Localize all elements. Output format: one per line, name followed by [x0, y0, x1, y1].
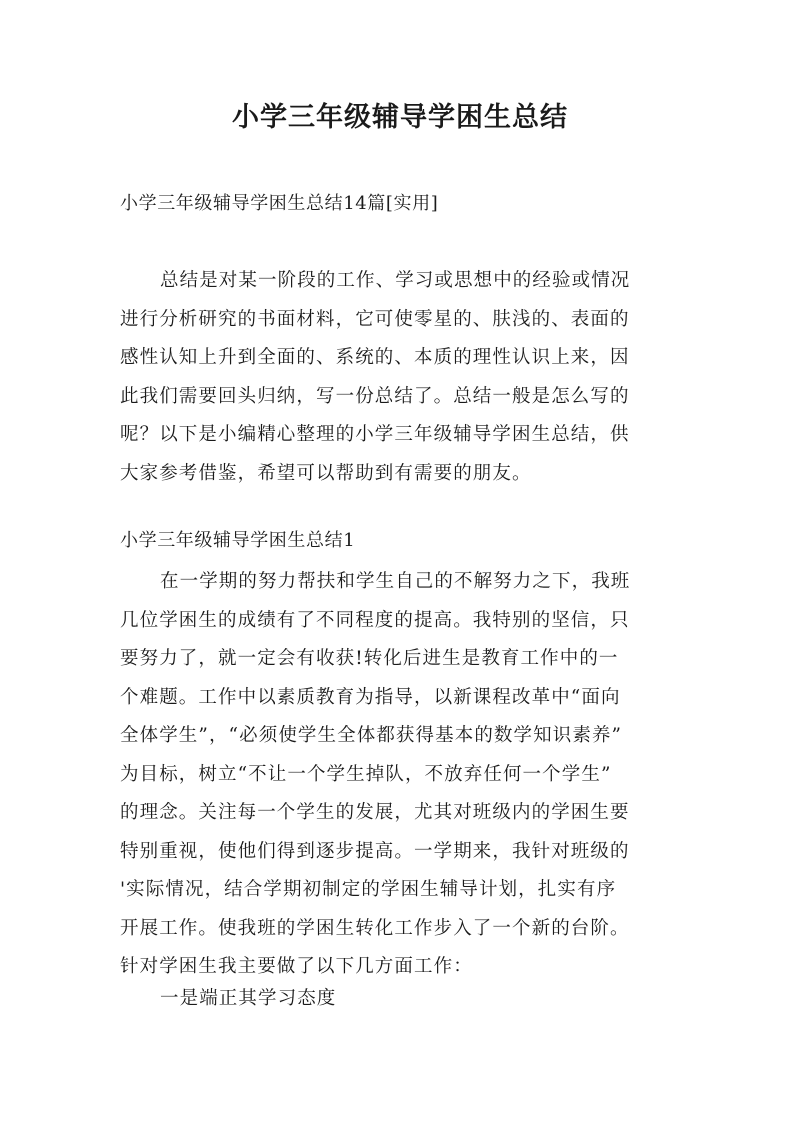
- list-item-first: 一是端正其学习态度: [160, 988, 337, 1009]
- body-line: 全体学生”，“必须使学生全体都获得基本的数学知识素养”: [120, 725, 623, 746]
- intro-line: 进行分析研究的书面材料，它可使零星的、肤浅的、表面的: [120, 308, 630, 330]
- body-line: 个难题。工作中以素质教育为指导，以新课程改革中“面向: [120, 686, 621, 708]
- body-line: 开展工作。使我班的学困生转化工作步入了一个新的台阶。: [120, 917, 630, 939]
- body-line: '实际情况，结合学期初制定的学困生辅导计划，扎实有序: [120, 879, 617, 900]
- body-line: 几位学困生的成绩有了不同程度的提高。我特别的坚信，只: [120, 609, 630, 631]
- intro-paragraph: [120, 262, 692, 493]
- document-subtitle: 小学三年级辅导学困生总结14篇[实用]: [120, 193, 439, 214]
- intro-line: 总结是对某一阶段的工作、学习或思想中的经验或情况: [160, 270, 631, 291]
- intro-line: 此我们需要回头归纳，写一份总结了。总结一般是怎么写的: [120, 385, 630, 407]
- body-line: 为目标，树立“不让一个学生掉队，不放弃任何一个学生”: [120, 763, 612, 785]
- body-line: 特别重视，使他们得到逐步提高。一学期来，我针对班级的: [120, 840, 630, 862]
- body-line: 在一学期的努力帮扶和学生自己的不解努力之下，我班: [160, 571, 631, 592]
- section-heading: 小学三年级辅导学困生总结1: [120, 530, 356, 551]
- body-line: 针对学困生我主要做了以下几方面工作：: [120, 956, 473, 977]
- body-line: 要努力了，就一定会有收获!转化后进生是教育工作中的一: [120, 648, 619, 669]
- body-paragraph: [120, 563, 692, 987]
- document-title: 小学三年级辅导学困生总结: [232, 102, 568, 133]
- intro-line: 大家参考借鉴，希望可以帮助到有需要的朋友。: [120, 462, 532, 484]
- body-line: 的理念。关注每一个学生的发展，尤其对班级内的学困生要: [120, 802, 630, 823]
- intro-line: 感性认知上升到全面的、系统的、本质的理性认识上来，因: [120, 347, 630, 368]
- intro-line: 呢？以下是小编精心整理的小学三年级辅导学困生总结，供: [120, 424, 630, 445]
